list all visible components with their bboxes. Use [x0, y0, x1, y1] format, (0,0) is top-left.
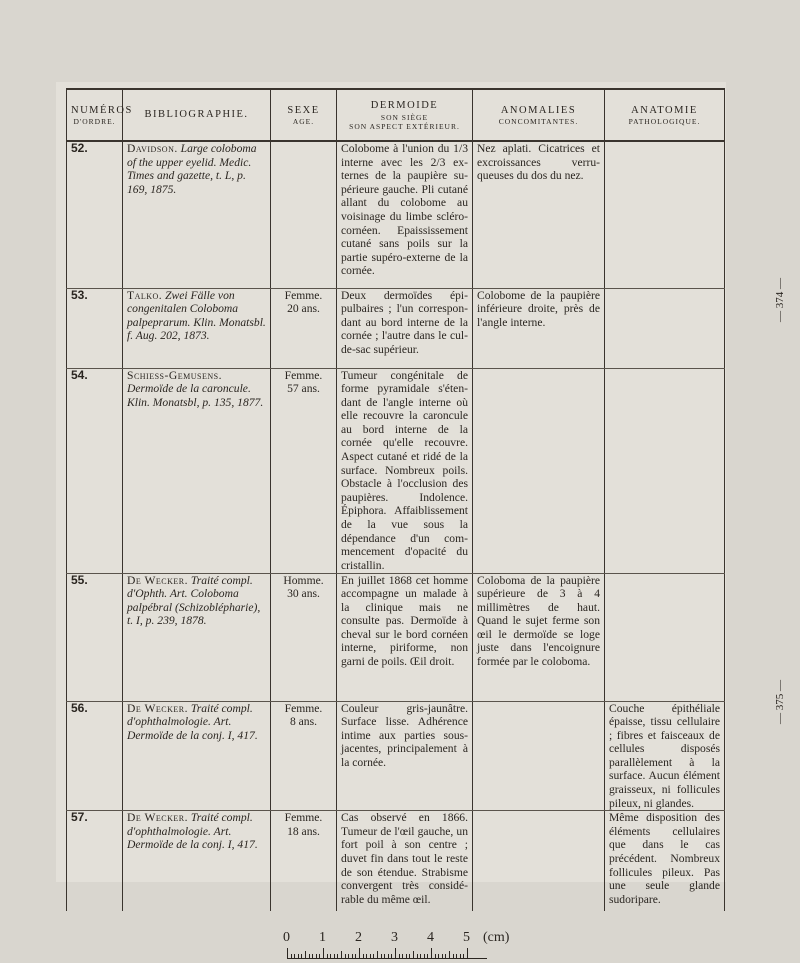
ruler-tick [431, 948, 432, 958]
bibliography-cell [123, 288, 271, 368]
age-value: 57 ans. [287, 382, 320, 396]
ruler-tick [359, 948, 360, 958]
ruler-tick [363, 954, 364, 958]
ruler-tick [316, 954, 317, 958]
header-derm-sub1: SON SIÈGE [380, 112, 429, 122]
bibliography-cell [123, 811, 271, 911]
ruler-tick [449, 951, 450, 958]
ruler-tick [427, 954, 428, 958]
header-derm-title: DERMOIDE [370, 100, 439, 112]
anatomy-cell [605, 368, 725, 573]
bib-author: De Wecker. [127, 811, 189, 825]
bib-reference: Traité compl. d'ophthalmologie. Art. Dermoïde de la conj. I, 417. [127, 811, 258, 852]
page-number-375: — 375 — [774, 680, 786, 724]
ruler-label: 1 [319, 930, 326, 945]
ruler-tick [395, 948, 396, 958]
ruler-label: 5 [463, 930, 470, 945]
anatomy-cell [605, 573, 725, 701]
header-anat [605, 89, 725, 141]
ruler-tick [327, 954, 328, 958]
row-number: 53. [67, 288, 123, 368]
ruler-tick [463, 954, 464, 958]
age-value: 18 ans. [287, 824, 320, 838]
sex-age-cell [271, 288, 337, 368]
ruler-tick [287, 948, 288, 958]
anomalies-cell: Colobome de la paupière inférieure droite, près de l'angle interne. [473, 288, 605, 368]
ruler-tick [330, 954, 331, 958]
ruler-tick [442, 954, 443, 958]
case-table [66, 88, 725, 911]
anatomy-cell [605, 141, 725, 288]
age-value: 30 ans. [287, 587, 320, 601]
anatomy-cell [605, 288, 725, 368]
dermoid-cell: Cas observé en 1866. Tumeur de l'œil gauche, un fort poil à son centre ; duvet fin dans tout le reste de son étendue. Strabisme convergent très considérable du même œil. [337, 811, 473, 911]
ruler-tick [319, 954, 320, 958]
ruler-tick [409, 954, 410, 958]
page-number-374: — 374 — [774, 278, 786, 322]
ruler-label: 4 [427, 930, 434, 945]
header-anom [473, 89, 605, 141]
ruler-tick [417, 954, 418, 958]
ruler-tick [384, 954, 385, 958]
ruler-tick [456, 954, 457, 958]
dermoid-cell: En juillet 1868 cet homme accompagne un malade à la clinique mais ne consulte pas. Dermoïde à cheval sur le bord cornéen interne, piriforme, non garni de poils. Œil droit. [337, 573, 473, 701]
bibliography-cell [123, 573, 271, 701]
row-number: 52. [67, 141, 123, 288]
bib-reference: Traité compl. d'Ophth. Art. Coloboma palpébral (Schizoblépharie), t. I, p. 239, 1878. [127, 573, 261, 628]
header-num-title: NUMÉROS [71, 104, 133, 116]
header-anat-sub: PATHOLOGIQUE. [628, 117, 701, 127]
bib-reference: Dermoïde de la caroncule. Klin. Monatsbl, p. 135, 1877. [127, 382, 264, 409]
table-row [67, 141, 725, 288]
ruler-tick [294, 954, 295, 958]
header-bib [123, 89, 271, 141]
bib-author: De Wecker. [127, 701, 189, 715]
ruler-label: 0 [283, 930, 290, 945]
sex-value: Femme. [284, 368, 323, 382]
ruler-tick [309, 954, 310, 958]
bibliography-cell [123, 701, 271, 811]
ruler-tick [467, 948, 468, 958]
bib-reference: Traité compl. d'ophthalmologie. Art. Dermoïde de la conj. I, 417. [127, 701, 258, 742]
ruler-tick [305, 951, 306, 958]
header-anat-title: ANATOMIE [631, 104, 698, 116]
ruler-tick [345, 954, 346, 958]
header-derm [337, 89, 473, 141]
scale-ruler [283, 930, 510, 960]
sex-age-cell [271, 811, 337, 911]
sex-value: Homme. [283, 573, 324, 587]
ruler-tick [298, 954, 299, 958]
age-value: 20 ans. [287, 302, 320, 316]
ruler-tick [424, 954, 425, 958]
bib-author: De Wecker. [127, 573, 189, 587]
ruler-label: 2 [355, 930, 362, 945]
age-value: 8 ans. [289, 715, 318, 729]
ruler-tick [413, 951, 414, 958]
ruler-label: 3 [391, 930, 398, 945]
table-row [67, 701, 725, 811]
sex-age-cell [271, 573, 337, 701]
row-number: 57. [67, 811, 123, 911]
ruler-tick [388, 954, 389, 958]
ruler-tick [370, 954, 371, 958]
header-num-sub: D'ORDRE. [73, 117, 116, 127]
dermoid-cell: Couleur gris-jaunâtre. Surface lisse. Adhérence intime aux parties sous-jacentes, principalement à la cornée. [337, 701, 473, 811]
ruler-tick [348, 954, 349, 958]
bib-reference: Large coloboma of the upper eyelid. Medic. Times and gazette, t. L, p. 169, 1875. [127, 142, 257, 196]
header-sexe [271, 89, 337, 141]
anomalies-cell [473, 368, 605, 573]
ruler-tick [406, 954, 407, 958]
ruler-tick [377, 951, 378, 958]
anomalies-cell [473, 811, 605, 911]
bib-reference: Zwei Fälle von congenitalen Coloboma palpeprarum. Klin. Monatsbl. f. Aug. 202, 1873. [127, 288, 266, 343]
header-bib-title: BIBLIOGRAPHIE. [144, 109, 249, 121]
ruler-tick [355, 954, 356, 958]
ruler-tick [445, 954, 446, 958]
header-anom-title: ANOMALIES [500, 104, 577, 116]
sex-value: Femme. [284, 701, 323, 715]
bib-author: Talko. [127, 288, 163, 302]
anomalies-cell [473, 701, 605, 811]
ruler-tick [402, 954, 403, 958]
bib-author: Davidson. [127, 142, 178, 155]
table-row [67, 368, 725, 573]
ruler-tick [438, 954, 439, 958]
ruler-tick [291, 954, 292, 958]
ruler-tick [453, 954, 454, 958]
anomalies-cell: Nez aplati. Cicatrices et excroissances verruqueuses du dos du nez. [473, 141, 605, 288]
anatomy-cell: Même disposition des éléments cellulaires que dans le cas précédent. Nombreux follicules pileux. Pas une seule glande sudoripare. [605, 811, 725, 911]
header-derm-sub2: SON ASPECT EXTÉRIEUR. [349, 121, 460, 131]
ruler-tick [334, 954, 335, 958]
table-row [67, 573, 725, 701]
header-sexe-sub: AGE. [292, 117, 315, 127]
sex-value: Femme. [284, 288, 323, 302]
header-sexe-title: SEXE [287, 104, 320, 116]
ruler-labels [283, 930, 510, 945]
table-header [67, 89, 725, 141]
ruler-tick [366, 954, 367, 958]
ruler-tick [381, 954, 382, 958]
ruler-tick [399, 954, 400, 958]
ruler-tick [460, 954, 461, 958]
sex-value: Femme. [284, 811, 323, 825]
bib-author: Schiess-Gemusens. [127, 368, 222, 382]
dermoid-cell: Tumeur congénitale de forme pyramidale s'étendant de l'angle interne où elle recouvre la caroncule au bord interne de la cornée qu'elle recouvre. Aspect cutané et ridé de la surface. Nombreux poils. Obstacle à l'occlusion des paupières. Indolence. Épiphora. Affaiblissement de la vue sous la dépendance d'un commencement d'opacité du cristallin. [337, 368, 473, 573]
table-row [67, 288, 725, 368]
ruler-tick [341, 951, 342, 958]
sex-age-cell [271, 701, 337, 811]
dermoid-cell: Deux dermoïdes épipulbaires ; l'un correspondant au bord interne de la cornée ; l'autre dans le cul-de-sac supérieur. [337, 288, 473, 368]
ruler-tick [420, 954, 421, 958]
sex-age-cell [271, 368, 337, 573]
ruler-tick [373, 954, 374, 958]
header-num [67, 89, 133, 141]
bibliography-cell [123, 368, 271, 573]
dermoid-cell: Colobome à l'union du 1/3 interne avec les 2/3 externes de la paupière supérieure gauche. Pli cutané allant du colobome au voisinage du limbe scléro-cornéen. Epaississement cutané sans poils sur la partie supéro-externe de la cornée. [337, 141, 473, 288]
row-number: 54. [67, 368, 123, 573]
ruler-tick [312, 954, 313, 958]
sex-age-cell [271, 141, 337, 288]
ruler-bar [287, 948, 487, 959]
row-number: 56. [67, 701, 123, 811]
anomalies-cell: Coloboma de la paupière supérieure de 3 à 4 millimètres de haut. Quand le sujet ferme son œil le dermoïde se loge juste dans l'encoignure formée par le coloboma. [473, 573, 605, 701]
table-row [67, 811, 725, 911]
header-anom-sub: CONCOMITANTES. [498, 117, 579, 127]
ruler-tick [337, 954, 338, 958]
row-number: 55. [67, 573, 123, 701]
ruler-tick [352, 954, 353, 958]
ruler-tick [301, 954, 302, 958]
ruler-tick [323, 948, 324, 958]
ruler-tick [435, 954, 436, 958]
anatomy-cell: Couche épithéliale épaisse, tissu cellulaire ; fibres et faisceaux de cellules disposés parallèlement à la surface. Aucun élément graisseux, ni follicules pileux, ni glandes. [605, 701, 725, 811]
bibliography-cell [123, 141, 271, 288]
ruler-unit: (cm) [483, 930, 510, 945]
ruler-tick [391, 954, 392, 958]
